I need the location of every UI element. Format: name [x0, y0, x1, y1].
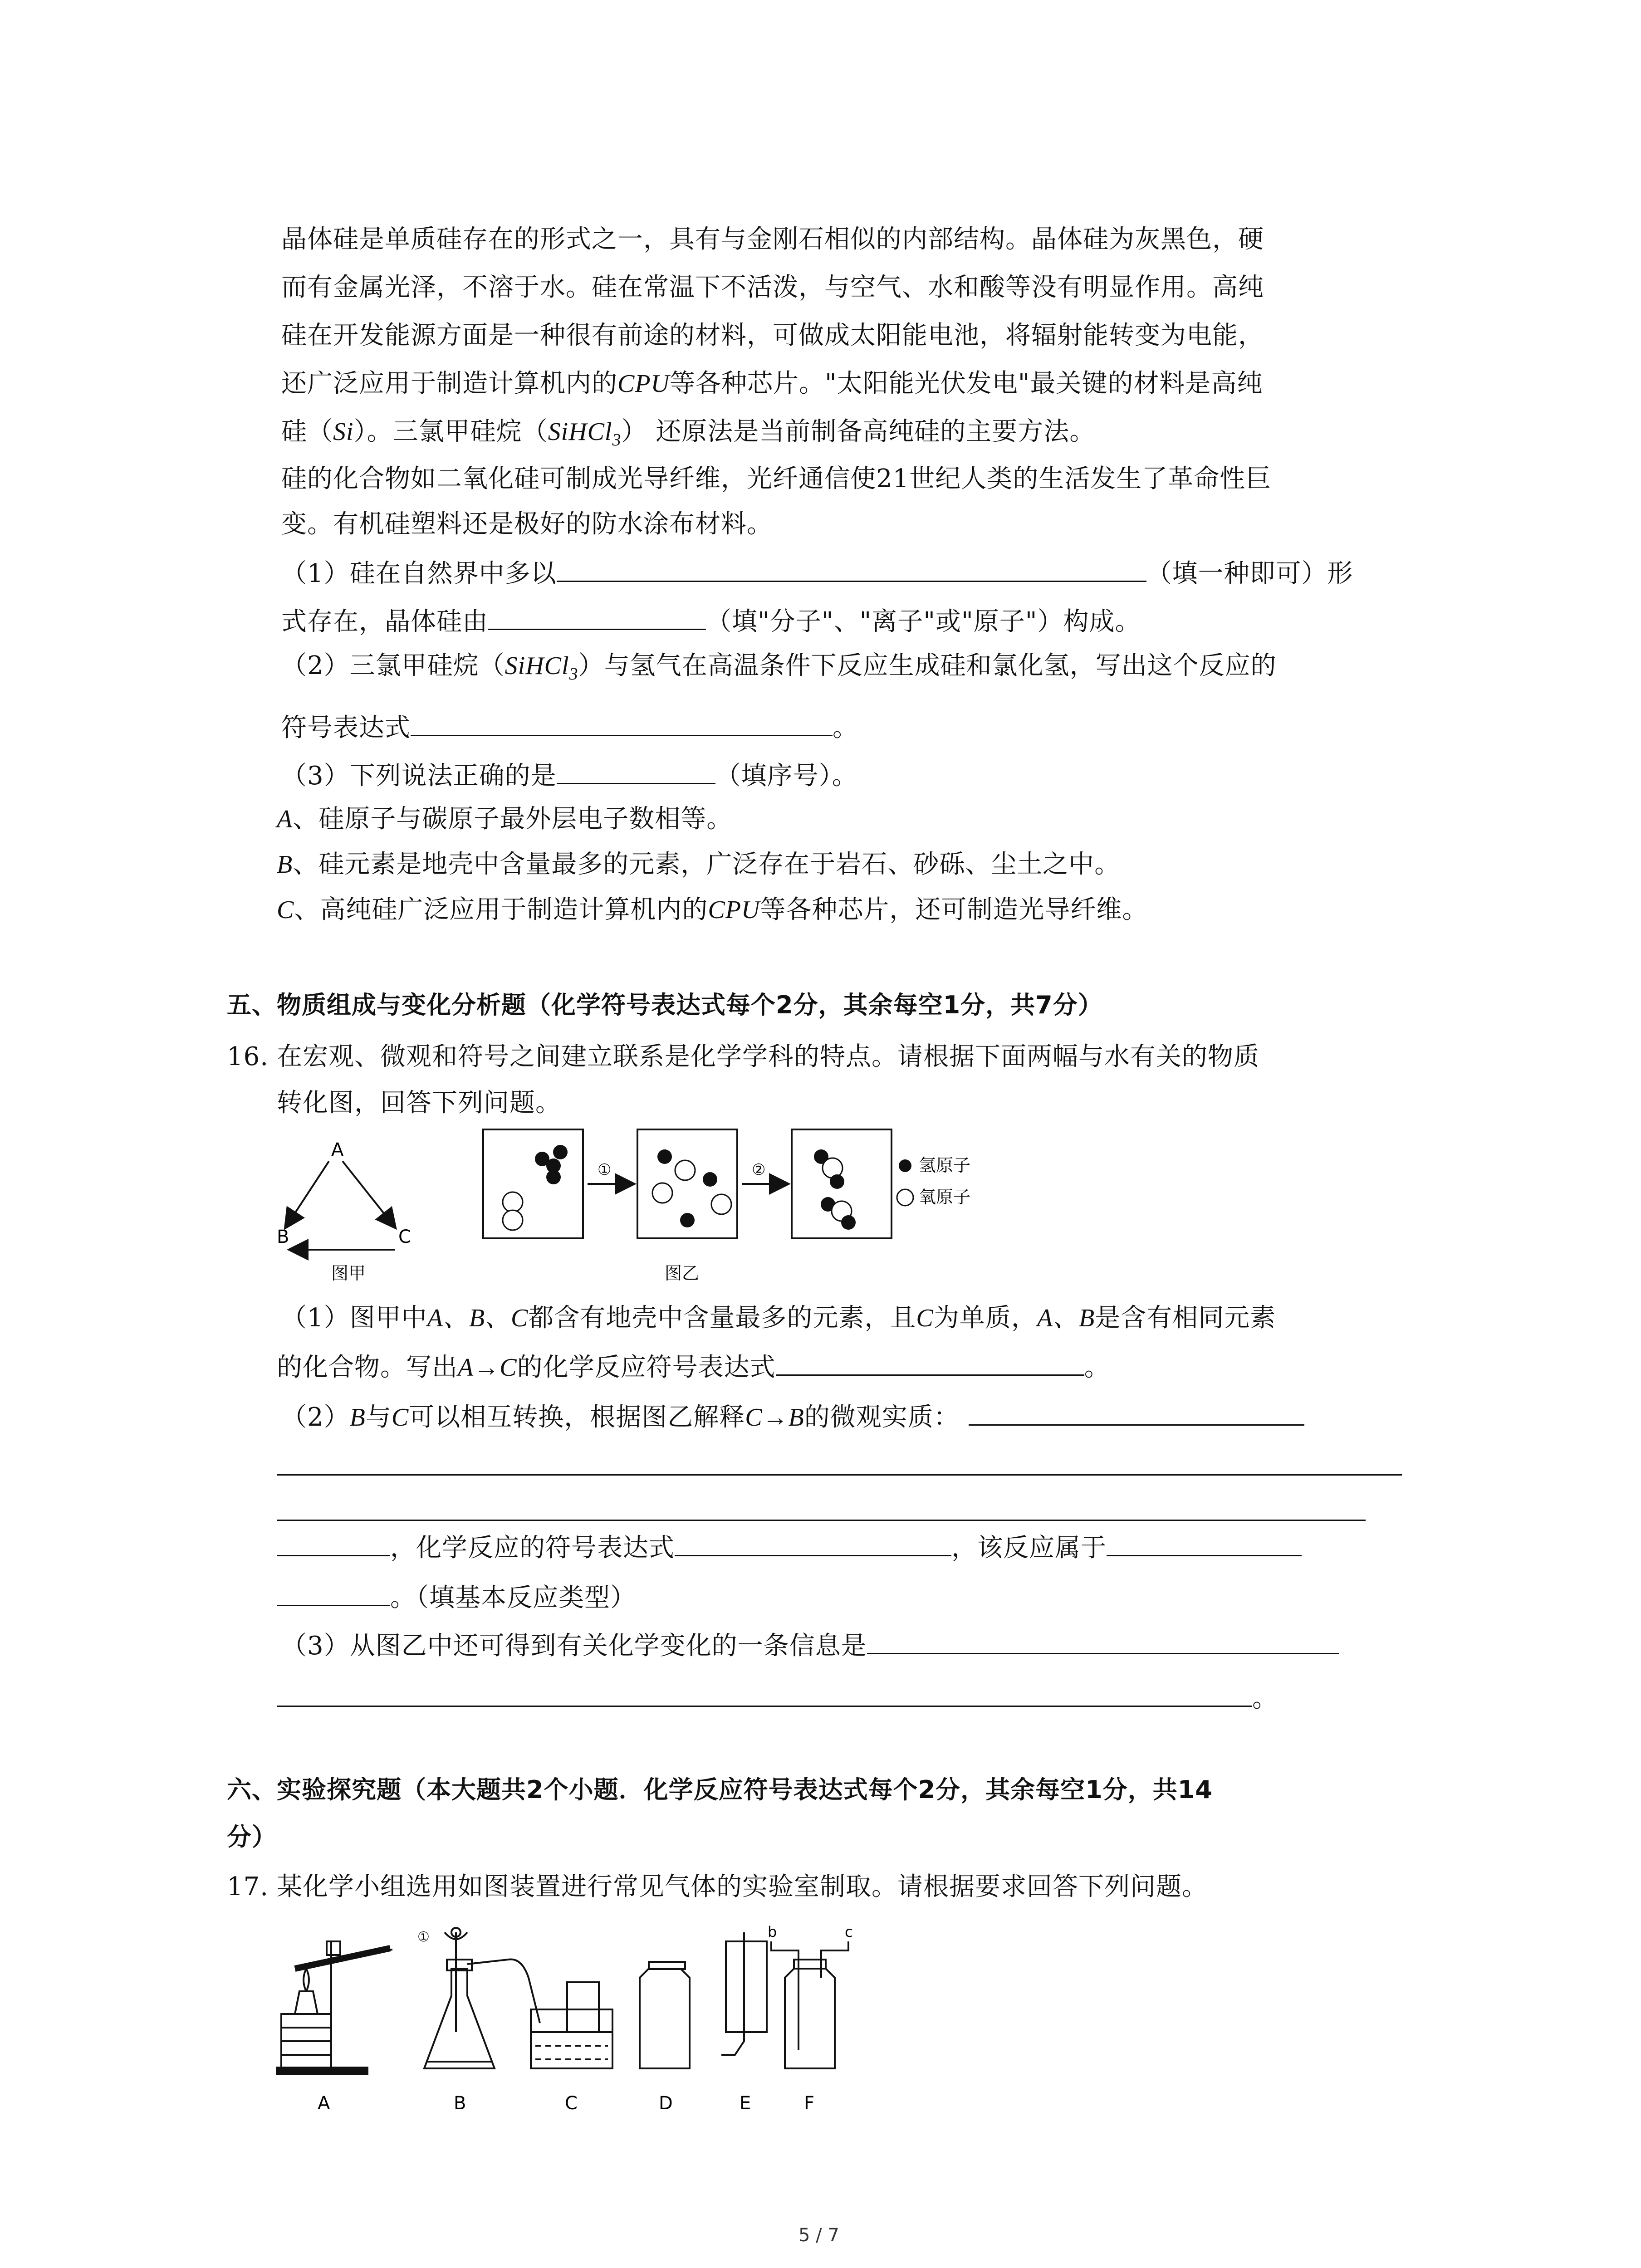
text: 。	[833, 713, 858, 743]
hydrogen-atom	[703, 1172, 717, 1187]
text: （1）硅在自然界中多以	[281, 559, 557, 588]
text: 的化合物。写出	[277, 1353, 458, 1382]
variables: A、B、C	[427, 1304, 529, 1332]
q15-option-a	[277, 801, 732, 837]
cpu-term: CPU	[617, 370, 670, 398]
answer-blank[interactable]	[411, 708, 833, 736]
port-b-label: b	[768, 1923, 777, 1941]
q15-option-c	[277, 892, 1148, 928]
answer-blank[interactable]	[277, 1528, 390, 1556]
passage-line-4	[281, 366, 1263, 402]
node-c-label: C	[398, 1227, 411, 1247]
si-symbol: Si	[333, 418, 354, 446]
apparatus-a	[277, 1941, 392, 2074]
text: 在宏观、微观和符号之间建立联系是化学学科的特点。请根据下面两幅与水有关的物质	[277, 1042, 1259, 1071]
step-2-label: ②	[752, 1161, 766, 1179]
text: 分）	[227, 1823, 277, 1851]
text: 为单质，	[933, 1303, 1037, 1333]
text: 的化学反应符号表达式	[517, 1353, 776, 1382]
text: ）与氢气在高温条件下反应生成硅和氯化氢，写出这个反应的	[578, 651, 1277, 680]
hydrogen-atom	[680, 1213, 695, 1227]
q15-option-b	[277, 846, 1120, 883]
arrow-a-to-b	[286, 1161, 329, 1227]
text: 硅的化合物如二氧化硅可制成光导纤维，光纤通信使21世纪人类的生活发生了革命性巨	[281, 464, 1272, 494]
oxygen-atom	[503, 1192, 523, 1212]
q15-1-line-2	[281, 601, 1141, 640]
section-6-heading-1	[227, 1772, 1213, 1808]
text: 变。有机硅塑料还是极好的防水涂布材料。	[281, 509, 773, 539]
answer-blank[interactable]	[867, 1626, 1339, 1654]
text: （2）	[281, 1403, 350, 1432]
text: 是含有相同元素	[1095, 1303, 1276, 1333]
hydrogen-atom	[841, 1215, 856, 1230]
q16-2-line-2	[277, 1528, 1302, 1566]
text: （1）图甲中	[281, 1303, 427, 1333]
cpu-term: CPU	[708, 896, 760, 924]
passage-line-6	[281, 461, 1271, 497]
passage-line-1	[281, 221, 1264, 258]
text: 符号表达式	[281, 713, 411, 743]
text: （填一种即可）形	[1146, 559, 1353, 588]
text: 、硅原子与碳原子最外层电子数相等。	[293, 804, 733, 834]
text: （2）三氯甲硅烷（	[281, 651, 505, 680]
section-5-heading	[227, 987, 1103, 1023]
molecule-diagram	[479, 1125, 987, 1297]
passage-line-2	[281, 269, 1264, 306]
text: 的微观实质：	[804, 1403, 960, 1432]
q15-1-line-1	[281, 553, 1353, 592]
text: 某化学小组选用如图装置进行常见气体的实验室制取。请根据要求回答下列问题。	[277, 1872, 1208, 1901]
subscript: 3	[612, 430, 622, 450]
text: 六、实验探究题（本大题共2个小题．化学反应符号表达式每个2分，其余每空1分，共14	[227, 1775, 1213, 1804]
text: （3）下列说法正确的是	[281, 761, 557, 791]
q15-2-line-1	[281, 648, 1277, 692]
legend-oxygen-icon	[897, 1189, 913, 1206]
oxygen-atom	[503, 1210, 523, 1230]
q16-number	[227, 1039, 269, 1075]
text: （填"分子"、"离子"或"原子"）构成。	[706, 607, 1141, 636]
legend-hydrogen-icon	[899, 1159, 911, 1172]
q15-2-line-2	[281, 708, 858, 746]
apparatus-e	[721, 1932, 767, 2055]
apparatus-label-d: D	[659, 2093, 673, 2114]
section-6-heading-2	[227, 1819, 277, 1855]
option-letter: B	[277, 850, 293, 879]
hydrogen-atom	[546, 1170, 561, 1184]
apparatus-label-e: E	[740, 2093, 751, 2114]
apparatus-label-f: F	[804, 2093, 815, 2114]
answer-line[interactable]	[277, 1520, 1366, 1521]
sihcl3-formula: SiHCl	[505, 652, 569, 680]
passage-line-5	[281, 414, 1095, 458]
answer-blank[interactable]	[557, 553, 1146, 582]
text: 等各种芯片，还可制造光导纤维。	[760, 895, 1148, 924]
apparatus-b	[424, 1928, 540, 2068]
legend-oxygen-label: 氧原子	[919, 1187, 971, 1207]
text: 硅在开发能源方面是一种很有前途的材料，可做成太阳能电池，将辐射能转变为电能，	[281, 321, 1264, 350]
answer-blank[interactable]	[277, 1678, 1252, 1707]
figure-yi	[479, 1125, 987, 1297]
answer-line[interactable]	[277, 1474, 1402, 1476]
apparatus-d	[640, 1962, 690, 2068]
apparatus-figure	[272, 1923, 907, 2123]
box-before	[483, 1129, 583, 1238]
reaction-path: A→C	[458, 1354, 517, 1382]
question-number: 16.	[227, 1042, 269, 1071]
port-c-label: c	[845, 1923, 853, 1941]
apparatus-label-a: A	[318, 2093, 330, 2114]
text: 与	[365, 1403, 392, 1432]
subscript: 3	[569, 665, 578, 684]
text: 五、物质组成与变化分析题（化学符号表达式每个2分，其余每空1分，共7分）	[227, 991, 1103, 1019]
arrow-a-to-c	[343, 1161, 395, 1227]
sihcl3-formula: SiHCl	[548, 418, 612, 446]
hydrogen-atom	[657, 1149, 672, 1164]
step-1-label: ①	[598, 1161, 612, 1179]
apparatus-c	[531, 1982, 612, 2068]
q16-2-line-3	[277, 1578, 636, 1616]
reaction-path: C→B	[745, 1403, 804, 1432]
text: 还广泛应用于制造计算机内的	[281, 369, 617, 398]
question-number: 17.	[227, 1872, 269, 1901]
hydrogen-atom	[830, 1174, 844, 1189]
text: 。（填基本反应类型）	[390, 1583, 636, 1613]
text: 、硅元素是地壳中含量最多的元素，广泛存在于岩石、砂砾、尘土之中。	[293, 850, 1121, 879]
figure-jia	[272, 1129, 426, 1293]
node-a-label: A	[331, 1139, 344, 1160]
answer-blank[interactable]	[488, 601, 706, 630]
mark-1-label: ①	[417, 1929, 430, 1945]
text: 等各种芯片。"太阳能光伏发电"最关键的材料是高纯	[670, 369, 1263, 398]
answer-blank[interactable]	[277, 1578, 390, 1606]
apparatus-diagram	[272, 1923, 907, 2123]
text: （3）从图乙中还可得到有关化学变化的一条信息是	[281, 1631, 867, 1661]
q17-number	[227, 1869, 269, 1905]
text: 。	[1252, 1684, 1278, 1713]
text: ，该反应属于	[951, 1533, 1107, 1563]
apparatus-label-c: C	[565, 2093, 578, 2114]
q16-1-line-2	[277, 1347, 1110, 1386]
text: 、高纯硅广泛应用于制造计算机内的	[294, 895, 708, 924]
text: ）。三氯甲硅烷（	[353, 417, 548, 446]
variable: C	[916, 1304, 934, 1332]
answer-blank[interactable]	[675, 1528, 951, 1556]
q17-stem	[277, 1869, 1208, 1905]
node-b-label: B	[277, 1227, 289, 1247]
passage-line-7	[281, 506, 773, 543]
text: 转化图，回答下列问题。	[277, 1088, 561, 1118]
variable: C	[391, 1403, 409, 1432]
apparatus-f	[771, 1941, 848, 2068]
q16-3-line-1	[281, 1626, 1339, 1664]
answer-blank[interactable]	[969, 1397, 1304, 1426]
figure-caption: 图乙	[665, 1263, 700, 1283]
oxygen-atom	[711, 1194, 731, 1214]
text: 都含有地壳中含量最多的元素，且	[528, 1303, 916, 1333]
q16-2-line-1	[281, 1397, 1304, 1436]
text: 。	[1084, 1353, 1110, 1382]
text: 可以相互转换，根据图乙解释	[409, 1403, 745, 1432]
text: （填序号）。	[715, 761, 858, 791]
passage-line-3	[281, 318, 1264, 354]
oxygen-atom	[675, 1160, 695, 1180]
option-letter: C	[277, 896, 294, 924]
q15-3	[281, 756, 858, 794]
variables: A、B	[1037, 1304, 1095, 1332]
text: 式存在，晶体硅由	[281, 607, 488, 636]
answer-blank[interactable]	[1107, 1528, 1302, 1556]
triangle-diagram	[272, 1129, 426, 1293]
q16-1-line-1	[281, 1300, 1276, 1336]
page-number: 5 / 7	[798, 2225, 839, 2246]
q16-stem-2	[277, 1085, 561, 1121]
q16-stem-1	[277, 1039, 1259, 1075]
hydrogen-atom	[553, 1145, 568, 1159]
text: 晶体硅是单质硅存在的形式之一，具有与金刚石相似的内部结构。晶体硅为灰黑色，硬	[281, 225, 1264, 254]
q16-3-line-2	[277, 1678, 1278, 1717]
apparatus-label-b: B	[454, 2093, 466, 2114]
variable: B	[349, 1403, 366, 1432]
text: 而有金属光泽，不溶于水。硅在常温下不活泼，与空气、水和酸等没有明显作用。高纯	[281, 273, 1264, 302]
oxygen-atom	[652, 1183, 672, 1203]
option-letter: A	[277, 805, 293, 833]
text: 硅（	[281, 417, 333, 446]
figure-caption: 图甲	[331, 1263, 366, 1283]
legend-hydrogen-label: 氢原子	[919, 1155, 971, 1175]
text: ，化学反应的符号表达式	[390, 1533, 675, 1563]
answer-blank[interactable]	[557, 756, 715, 784]
answer-blank[interactable]	[776, 1347, 1084, 1376]
text: ） 还原法是当前制备高纯硅的主要方法。	[621, 417, 1096, 446]
